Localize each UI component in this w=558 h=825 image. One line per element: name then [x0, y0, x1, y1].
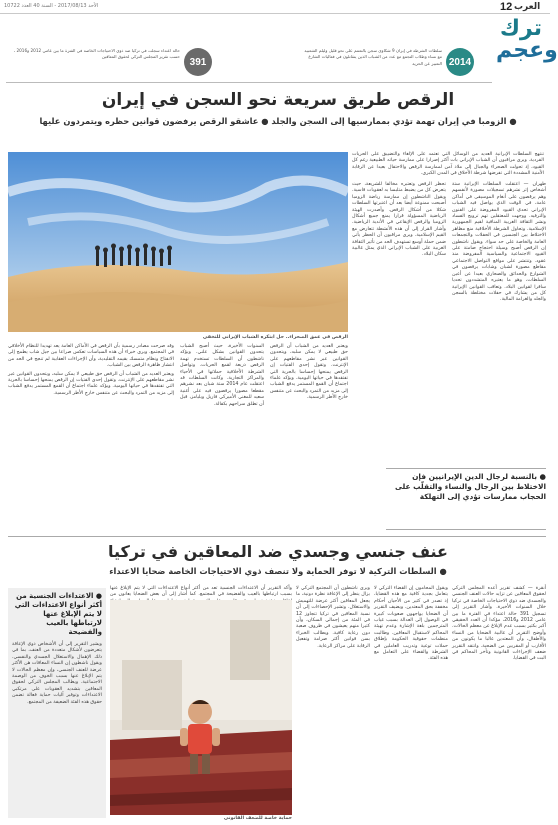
article2-col-b — [374, 586, 448, 818]
top-bar — [0, 0, 550, 14]
article1-intro — [352, 152, 544, 180]
date-line: الأحد 2017/08/13 - السنة 40 العدد 10722 — [4, 3, 99, 9]
section-logo-line2: وعجم — [496, 38, 558, 63]
section-logo-line1: ترك — [499, 16, 542, 41]
article1-pull-quote: ● بالنسبة لرجال الدين الإيرانيين فإن الاختلاط بين الرجال والنساء والتقلّب على الحجاب ممارسات تؤدي إلى التهلكة — [386, 468, 546, 530]
article1-col-bottom-b — [8, 344, 174, 530]
stat-badge-2014: 2014 — [446, 48, 474, 76]
article1-col-bottom-b-text: وقد صرحت مصادر رسمية بأن الرقص في الأماكن العامة يعد تهديدا للنظام الأخلاقي في المجتمع. ويرى خبراء أن هذه السياسات تعكس صراعا بين جيل شاب يطمح إلى الانفتاح ونظام متمسك بقيمه التقليدية، وأن الإجراءات العقابية لم تنجح في الحد من انتشار ظاهرة الرقص بين الشباب. — [8, 344, 174, 369]
article2-col-c — [296, 586, 370, 818]
article1-col-mid-right-text: تحظر الرقص وتعتبره مخالفا للشريعة، حيث يتعرض كل من يضبط متلبسا به لعقوبات قاسية. ويقول الناشطون إن ممارسة رياضة الزومبا أصبحت ممنوعة أيضا بعد أن اعتبرتها السلطات شكلا من أشكال الرقص. وأصدرت الهيئة الرياضية المسؤولة قرارا يمنع جميع أشكال الزومبا والرقص الإيقاعي في الأندية الرياضية. وأشار القرار إلى أن هذه الأنشطة تتعارض مع القيم الإسلامية. ويرى مراقبون أن الحظر يأتي ضمن حملة أوسع تستهدف الحد من تأثير الثقافة الغربية على الشباب الإيراني الذي يمثل غالبية سكان البلاد. — [352, 182, 446, 258]
article1-intro-text: تنتهج السلطات الإيرانية العديد من الوسائل التي تعتمد على الإلغاء والتضييق على الحريات الفردية. ويرى مراقبون أن الشباب الإيراني بات أكثر إصرارا على ممارسة حياته الطبيعية رغم كل القيود، إذ تحولت الصحراء والجبال إلى ملاذ آمن لممارسة الرقص والاحتفال بعيدا عن الرقابة الأمنية المشددة التي تفرضها شرطة الأخلاق في المدن الكبرى. — [352, 152, 544, 177]
article1-photo — [8, 152, 348, 332]
article1-subhead: ● الزومبا في إيران تهمة تؤدي بممارسيها إلى السجن والجلد ● عاشقو الرقص يرفضون قوانين حظره ويتمردون عليها — [39, 116, 517, 126]
article2-subhead: ● السلطات التركية لا توفر الحماية ولا تنصف ذوي الاحتياجات الخاصة ضحايا الاعتداء — [109, 566, 447, 576]
article2-side-box — [8, 588, 106, 818]
stat-text-left: حالة اعتداء سجلت في تركيا ضد ذوي الاحتياجات الخاصة في الفترة ما بين عامي 2012 و2016 ، حسب تقرير المجلس التركي لحقوق المعاقين — [13, 48, 180, 60]
article1-headline: الرقص طريق سريعة نحو السجن في إيران — [101, 90, 455, 110]
stat-text-right: سلطات الشرطة في إيران 9 شكاوى سجن بالتعمم على نحو قليل وليلم الشعبية مع نساء وطلاب التجمع مع عدد من الشباب الذين يتقاتلون في فعاليات الشارع التعبير عن الحرية — [304, 48, 442, 66]
article1-col-bottom-a-text: السنوات الأخيرة، حيث أصبح الشباب يتحدون القوانين بشكل علني. ويؤكد ناشطون أن السلطات تستخدم تهمة الرقص ذريعة لقمع الحريات. وتواصل الشرطة الأخلاقية حملاتها في الأحياء والمراكز التجارية. وكانت السلطات قد اعتقلت عام 2014 ستة شبان بعد نشرهم مقطعا مصورا يرقصون فيه على أغنية سعيد للمغني الأميركي فاريل ويليامز، قبل أن تطلق سراحهم بكفالة. — [180, 344, 264, 407]
divider — [6, 82, 492, 83]
article1-col-mid-left-text: ويعتبر العديد من الشباب أن الرقص حق طبيعي لا يمكن سلبه، ويتحدون القوانين عبر نشر مقاطعهم على الإنترنت. وتقول إحدى الفتيات إن الرقص يمنحها إحساسا بالحرية التي تفتقدها في حياتها اليومية. ويؤكد علماء اجتماع أن القمع المستمر يدفع الشباب إلى مزيد من التمرد والبحث عن متنفس خارج الأطر الرسمية. — [270, 344, 348, 401]
stat-badge-391: 391 — [184, 48, 212, 76]
child-room-image — [110, 600, 292, 815]
article2-col-b-text: ويقول المحامون إن القضاء التركي لا يتعامل بجدية كافية مع هذه القضايا، إذ تصدر في كثير من الأحيان أحكام مخففة بحق المعتدين. ويضيف التقرير أن الضحايا يواجهون صعوبات كبيرة في الوصول إلى العدالة بسبب غياب المترجمين بلغة الإشارة وعدم تهيئة المحاكم لاستقبال المعاقين. وطالبت منظمات حقوقية الحكومة بإطلاق حملات توعية وتدريب العاملين في الشرطة والقضاء على التعامل مع هذه الفئة. — [374, 586, 448, 662]
article2-col-a-text: أنقرة — كشف تقرير أعده المجلس التركي لحقوق المعاقين عن تزايد حالات العنف الجنسي والجسدي ضد ذوي الاحتياجات الخاصة في تركيا خلال السنوات الأخيرة. وأشار التقرير إلى تسجيل 391 حالة اعتداء في الفترة ما بين عامي 2012 و2016، مؤكدا أن العدد الحقيقي أكبر بكثير بسبب عدم الإبلاغ عن معظم الحالات. وأوضح التقرير أن غالبية الضحايا من النساء والأطفال، وأن المعتدين غالبا ما يكونون من الأقارب أو المقربين من الضحية. وانتقد التقرير ضعف الإجراءات القانونية وتأخر المحاكم في البت في القضايا. — [452, 586, 546, 662]
desert-dancers-image — [8, 152, 348, 332]
article1-col-mid-left — [270, 344, 348, 530]
article1-col-bottom-b-text-2: ويعتبر العديد من الشباب أن الرقص حق طبيعي لا يمكن سلبه، ويتحدون القوانين عبر نشر مقاطعهم على الإنترنت. وتقول إحدى الفتيات إن الرقص يمنحها إحساسا بالحرية التي تفتقدها في حياتها اليومية. ويؤكد علماء اجتماع أن القمع المستمر يدفع الشباب إلى مزيد من التمرد والبحث عن متنفس خارج الأطر الرسمية. — [8, 371, 174, 396]
article2-col-d-text: وأكد التقرير أن الاعتداءات الجنسية تعد من أكثر أنواع الاعتداءات التي لا يتم الإبلاغ عنها بسبب ارتباطها بالعيب والفضيحة في المجتمع. كما أشار إلى أن بعض الضحايا يعانون من — [110, 586, 292, 598]
side-box-body: ويشير التقرير إلى أن الأشخاص ذوي الإعاقة يتعرضون لأشكال متعددة من العنف، بما في ذلك الإهمال والاستغلال الجسدي والنفسي. ويقول ناشطون إن النساء المعاقات هن الأكثر عرضة للعنف الجنسي، وإن معظم الحالات لا يتم الإبلاغ عنها بسبب الخوف من الوصمة الاجتماعية. ويطالب المجلس التركي لحقوق المعاقين بتشديد العقوبات على مرتكبي الاعتداءات وتوفير آليات حماية فعالة تضمن حقوق هذه الفئة الضعيفة من المجتمع. — [12, 642, 102, 705]
divider — [8, 536, 546, 537]
paper-name: العرب — [514, 2, 541, 12]
article2-col-a — [452, 586, 546, 818]
article1-photo-caption: الرقص في عمق الصحراء.. حل ابتكره الشباب الإيراني للتخفي — [202, 335, 348, 340]
page-number: 12 — [500, 1, 513, 13]
section-logo — [496, 16, 558, 84]
side-box-title: ● الاعتداءات الجنسية من أكثر أنواع الاعتداءات التي لا يتم الإبلاغ عنها لارتباطها بالعيب والفضيحة — [14, 592, 102, 636]
article1-col-mid-right — [352, 182, 446, 464]
article2-photo — [110, 600, 292, 815]
article2-col-d — [110, 586, 292, 598]
article2-col-c-text: ويرى ناشطون أن المجتمع التركي لا يزال ينظر إلى الإعاقة نظرة دونية، ما يجعل المعاقين أكثر عرضة للتهميش والاستغلال. وتشير الإحصاءات إلى أن نسبة المعاقين في تركيا تتجاوز 12 في المئة من إجمالي السكان، وأن كثيرا منهم يعيشون في ظروف صعبة دون رعاية كافية. ويطالب الخبراء بسن قوانين أكثر صرامة وتفعيل الرقابة على مراكز الرعاية. — [296, 586, 370, 649]
article1-col-right — [452, 182, 546, 464]
article1-col-bottom-a — [180, 344, 264, 530]
article2-headline: عنف جنسي وجسدي ضد المعاقين في تركيا — [108, 542, 448, 561]
article2-photo-caption: حماية خاصة للضعف القانوني — [223, 816, 292, 821]
article1-col-right-text: طهران — اعتقلت السلطات الإيرانية ستة أشخاص إثر نشرهم تسجيلات مصورة لأنفسهم وهم يرقصون على أنغام الموسيقى في أماكن عامة، في الوقت الذي يواصل فيه الشباب الإيراني تحدي القيود المفروضة على الفنون والترفيه. ووجهت للمعتقلين تهم ترويج الفساد ونشر الثقافة الغربية المنافية لقيم الجمهورية الإسلامية. وتحاول الشرطة الأخلاقية منع مظاهر الاختلاط بين الجنسين في الحفلات والتجمعات العامة والخاصة على حد سواء. ويقول ناشطون إن الرقص أصبح وسيلة احتجاج صامتة على القيود الاجتماعية والسياسية المفروضة منذ عقود. وتنتشر على مواقع التواصل الاجتماعي مقاطع مصورة لشبان وشابات يرقصون في الشوارع والحدائق والصحاري بعيدا عن أعين السلطات، وهو ما يعتبره المتشددون تحديا سافرا لقوانين البلاد. وتعاقب القوانين الإيرانية كل من يشارك في حفلات مختلطة بالسجن والجلد والغرامة المالية. — [452, 182, 546, 303]
